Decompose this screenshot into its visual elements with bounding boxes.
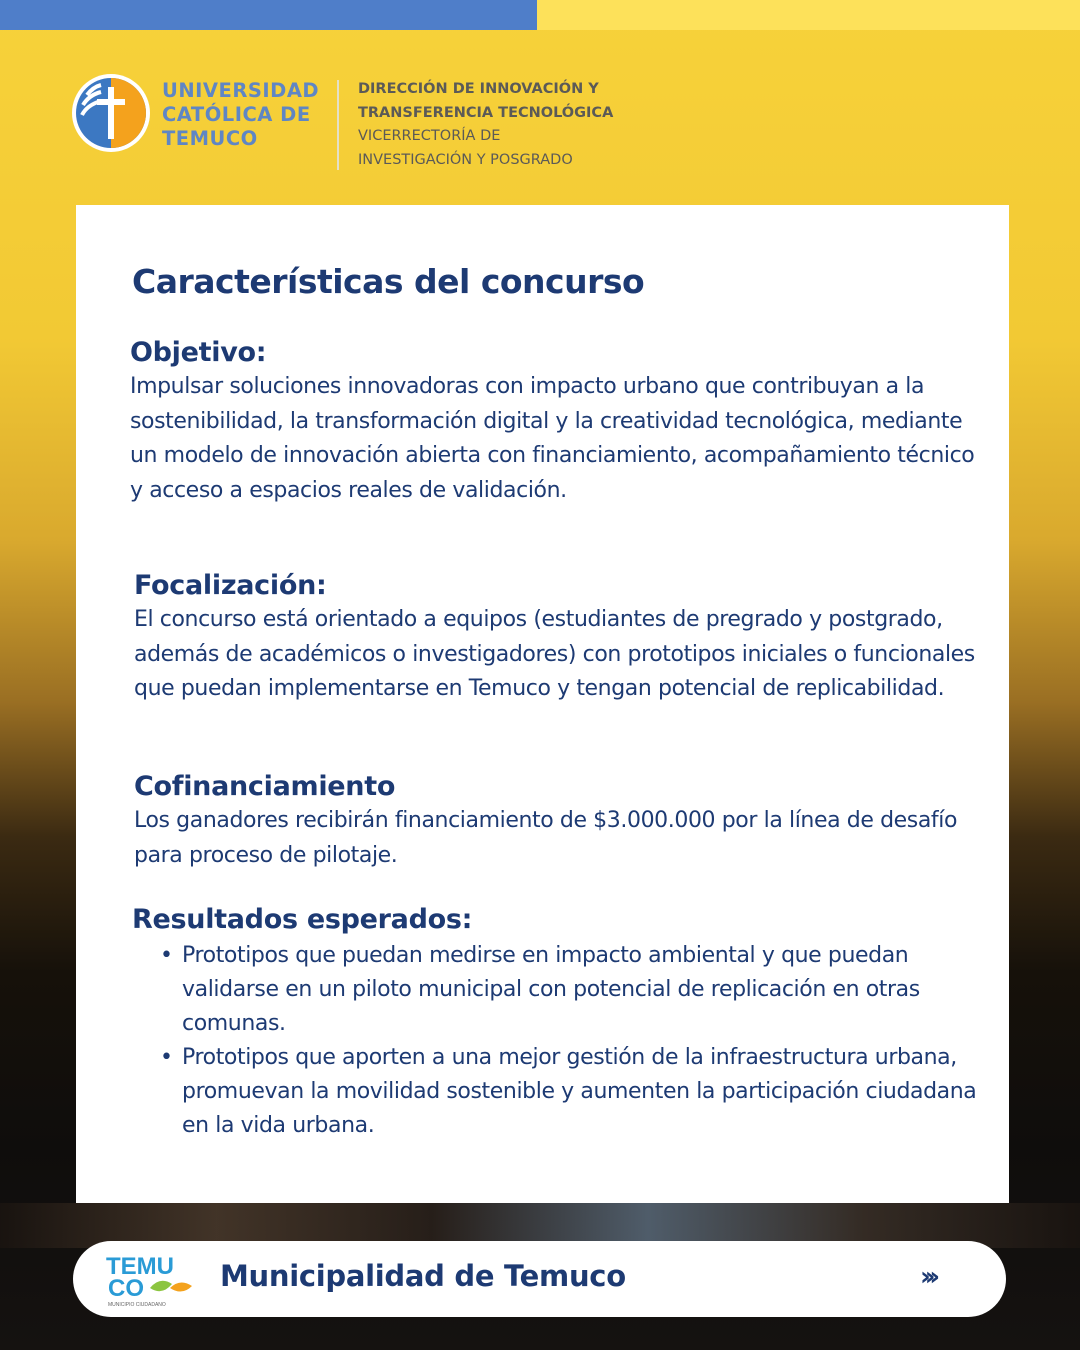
resultado-text-1: Prototipos que puedan medirse en impacto ambiental y que puedan validarse en un piloto municipal con potencial de replicación en otras comunas. <box>182 943 920 1036</box>
university-line-3: TEMUCO <box>162 127 258 150</box>
dept-line-4: INVESTIGACIÓN Y POSGRADO <box>358 151 573 168</box>
footer-label: Municipalidad de Temuco <box>220 1259 626 1293</box>
temuco-logo-bottom: CO <box>108 1275 144 1302</box>
list-item <box>132 939 992 1041</box>
section-objetivo <box>130 336 990 508</box>
top-bar-blue <box>0 0 537 30</box>
page-title: Características del concurso <box>132 262 645 301</box>
university-line-2: CATÓLICA DE <box>162 103 311 126</box>
temuco-logo-top: TEMU <box>106 1253 174 1280</box>
objetivo-text: Impulsar soluciones innovadoras con impacto urbano que contribuyan a la sostenibilidad, la transformación digital y la creatividad tecnológica, mediante un modelo de innovación abierta con financiamiento, acompañamiento técnico y acceso a espacios reales de validación. <box>130 374 975 503</box>
resultados-heading: Resultados esperados: <box>132 904 473 935</box>
cofinanciamiento-heading: Cofinanciamiento <box>134 771 396 802</box>
resultado-text-2: Prototipos que aporten a una mejor gestión de la infraestructura urbana, promuevan la movilidad sostenible y aumenten la participación ciudadana en la vida urbana. <box>182 1045 977 1138</box>
chevrons-right-icon[interactable]: ››› <box>920 1262 935 1292</box>
university-line-1: UNIVERSIDAD <box>162 79 320 102</box>
focalizacion-heading: Focalización: <box>134 570 327 601</box>
uct-logo-icon <box>71 73 151 153</box>
dept-line-1: DIRECCIÓN DE INNOVACIÓN Y <box>358 81 599 97</box>
dept-line-2: TRANSFERENCIA TECNOLÓGICA <box>358 104 614 121</box>
top-bar-yellow <box>537 0 1080 30</box>
temuco-logo-icon <box>106 1252 198 1308</box>
temuco-logo-sub: MUNICIPIO CIUDADANO <box>108 1302 166 1308</box>
section-focalizacion <box>134 569 994 707</box>
section-cofinanciamiento <box>134 770 994 873</box>
section-resultados <box>132 903 992 1143</box>
dept-line-3: VICERRECTORÍA DE <box>358 128 501 144</box>
bullet-icon: • <box>160 1045 173 1070</box>
top-color-bar <box>0 0 1080 30</box>
header-divider <box>337 80 339 170</box>
bullet-icon: • <box>160 943 173 968</box>
department-name <box>358 78 613 172</box>
objetivo-heading: Objetivo: <box>130 337 267 368</box>
university-name <box>162 79 319 151</box>
resultados-list <box>132 939 992 1143</box>
list-item <box>132 1041 992 1143</box>
focalizacion-text: El concurso está orientado a equipos (estudiantes de pregrado y postgrado, además de académicos o investigadores) con prototipos iniciales o funcionales que puedan implementarse en Temuco y tengan potencial de replicabilidad. <box>134 607 975 701</box>
cofinanciamiento-text: Los ganadores recibirán financiamiento de $3.000.000 por la línea de desafío para proceso de pilotaje. <box>134 808 958 868</box>
